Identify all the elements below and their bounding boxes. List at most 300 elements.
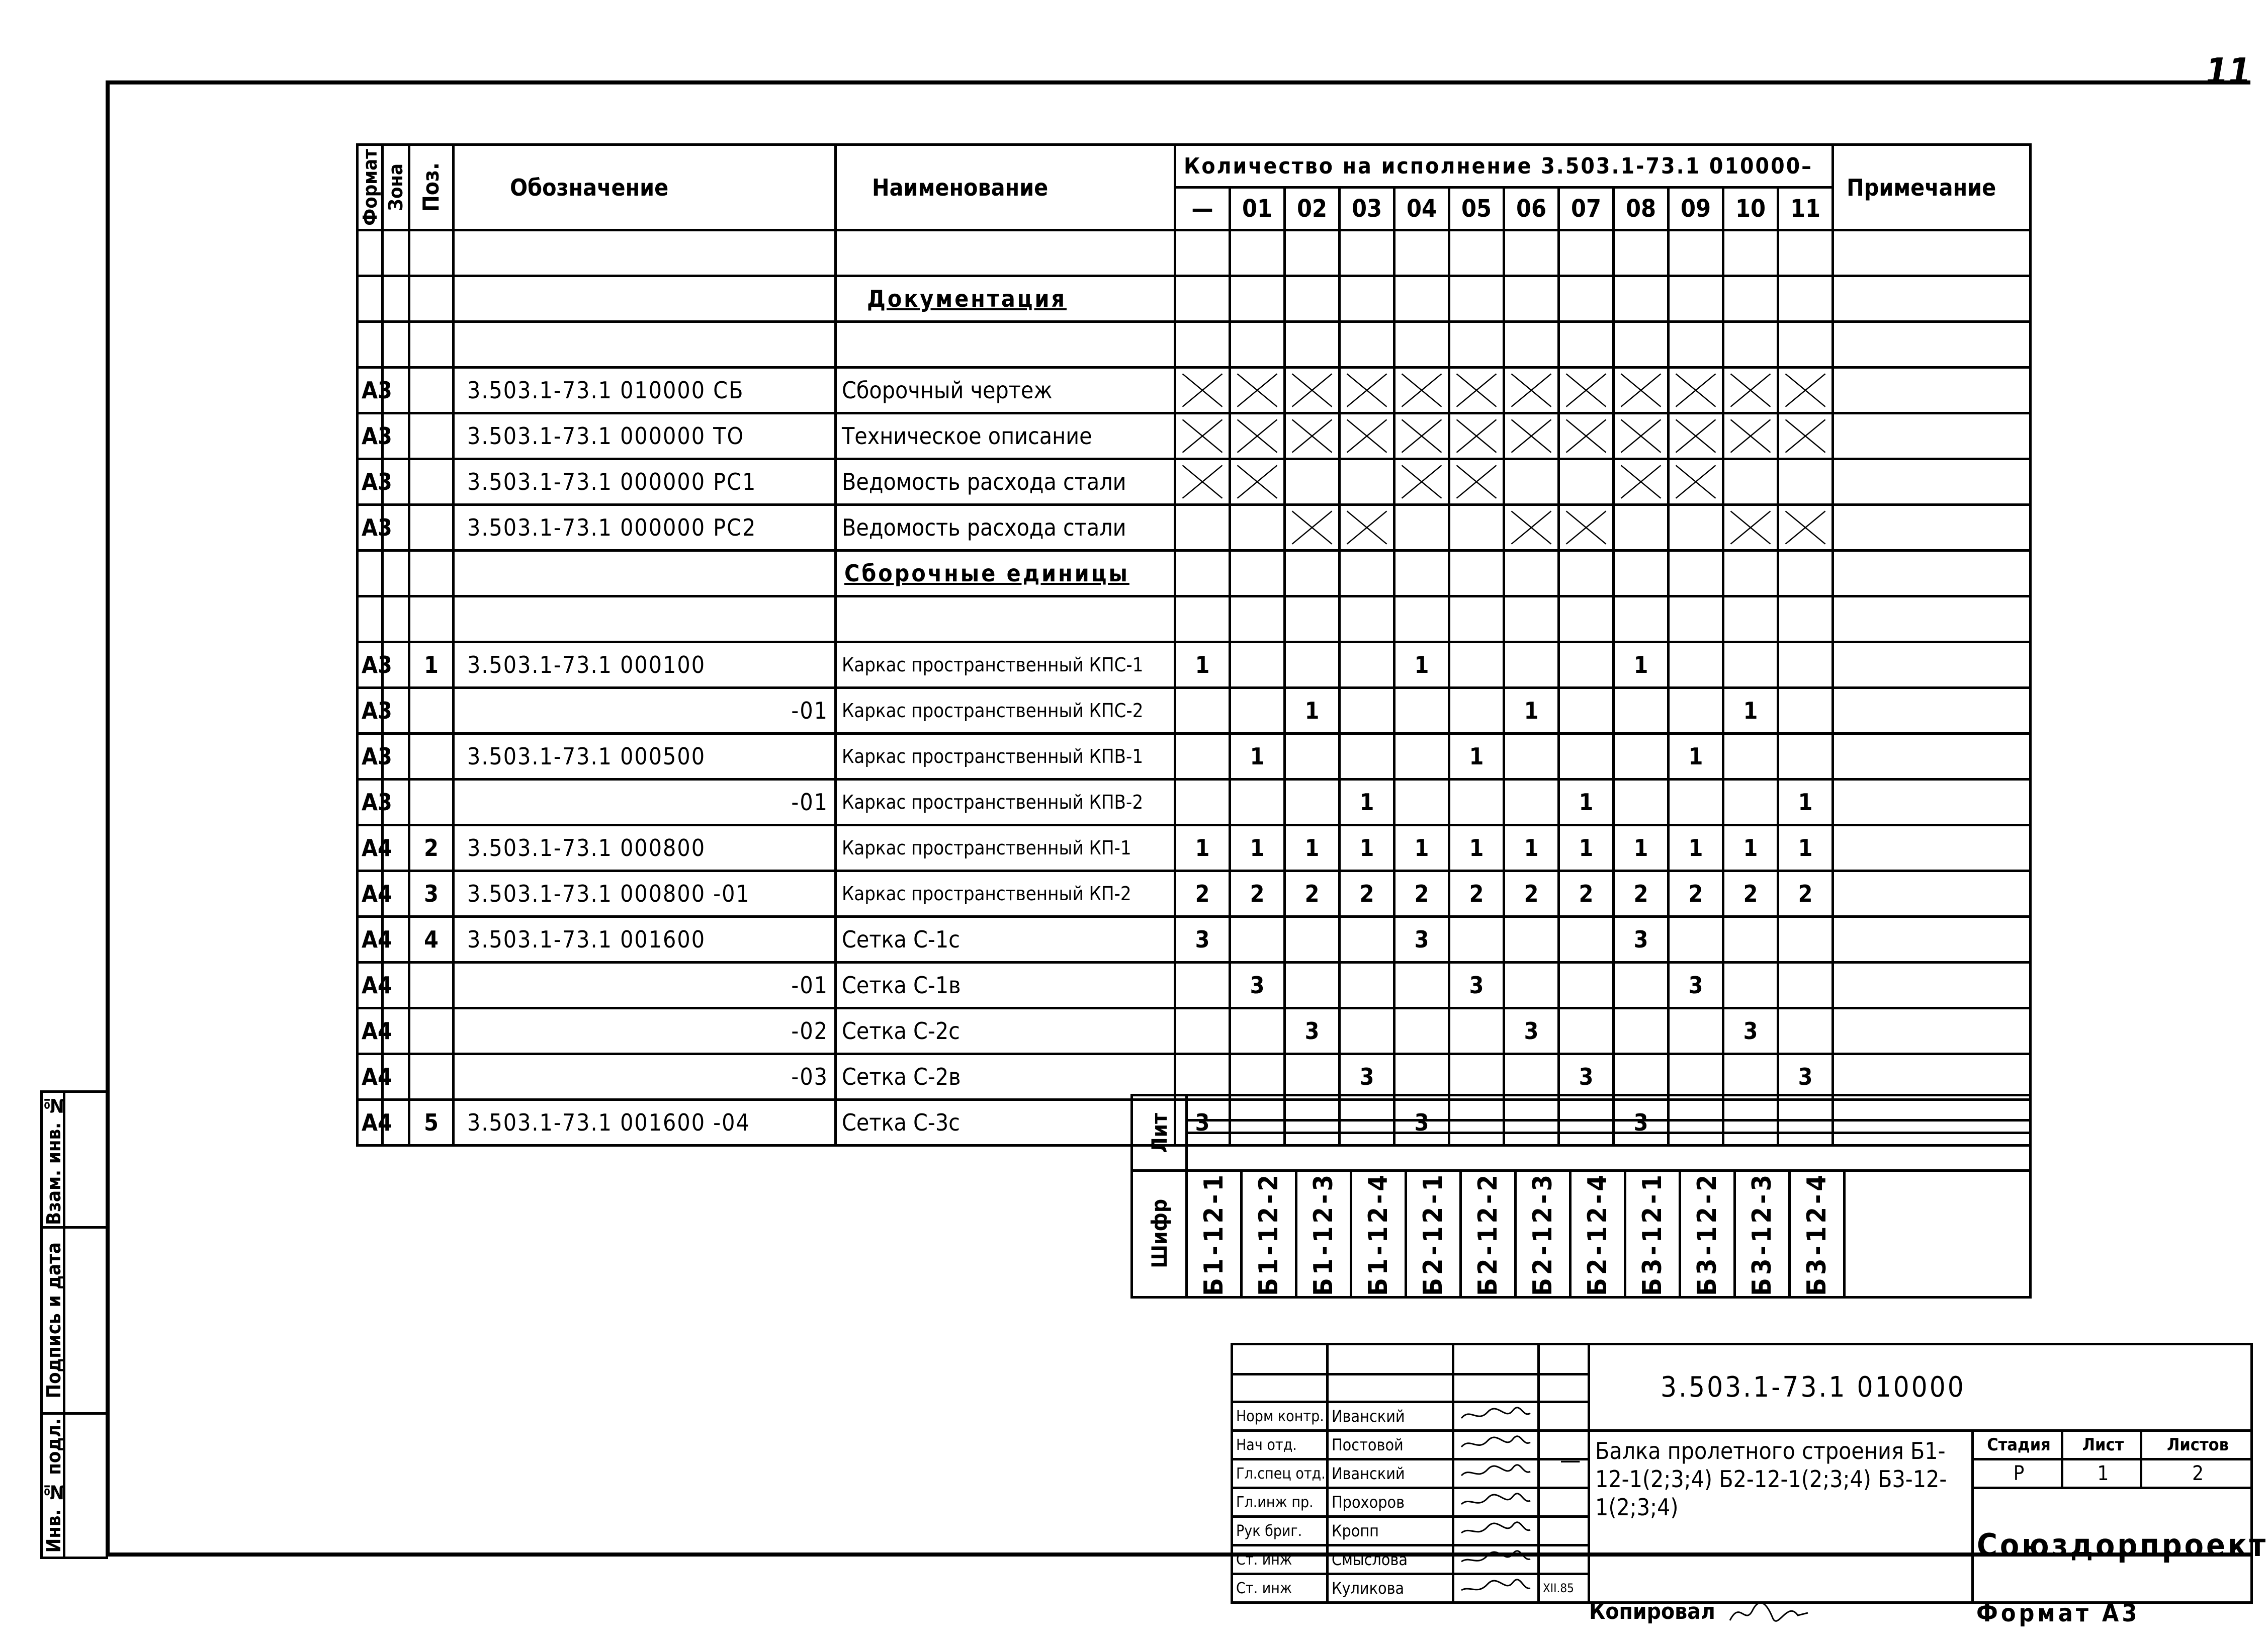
note-cell <box>1833 734 2031 780</box>
quantity-cell <box>1449 1008 1504 1054</box>
quantity-cell <box>1723 459 1778 505</box>
crossed-cell <box>1614 368 1669 413</box>
cipher-code: Б2-12-2 <box>1461 1171 1516 1298</box>
quantity-cell <box>1778 963 1833 1008</box>
quantity-cell <box>1175 963 1230 1008</box>
cipher-code: Б2-12-1 <box>1406 1171 1461 1298</box>
quantity-cell <box>1394 963 1449 1008</box>
variant-header-1: 01 <box>1230 188 1285 230</box>
position-cell <box>409 1054 454 1100</box>
date-cell: XII.85 <box>1539 1574 1589 1603</box>
quantity-cell: 3 <box>1394 917 1449 963</box>
organization-name: Союздорпроект <box>1973 1488 2252 1603</box>
crossed-cell <box>1559 368 1614 413</box>
quantity-cell: 1 <box>1449 825 1504 871</box>
quantity-cell <box>1778 642 1833 688</box>
quantity-cell: 1 <box>1614 825 1669 871</box>
table-row <box>358 688 2031 734</box>
crossed-cell <box>1340 413 1394 459</box>
designation-cell: 3.503.1-73.1 000800 -01 <box>454 871 836 917</box>
table-row <box>358 1054 2031 1100</box>
quantity-cell: 1 <box>1285 825 1340 871</box>
quantity-cell <box>1778 1008 1833 1054</box>
lit-label: Лит <box>1132 1095 1187 1171</box>
quantity-cell <box>1504 963 1559 1008</box>
cipher-code: Б3-12-2 <box>1680 1171 1735 1298</box>
pos-header: Поз. <box>409 145 454 230</box>
quantity-cell <box>1778 917 1833 963</box>
document-code: 3.503.1-73.1 010000 <box>1589 1344 2252 1431</box>
quantity-cell <box>1614 688 1669 734</box>
name-cell: Каркас пространственный КП-2 <box>836 871 1175 917</box>
page-number: 11 <box>2205 50 2251 93</box>
name-header: Наименование <box>836 145 1175 230</box>
name-cell: Техническое описание <box>836 413 1175 459</box>
quantity-cell: 1 <box>1230 734 1285 780</box>
position-cell <box>409 368 454 413</box>
designation-cell: 3.503.1-73.1 000000 РС1 <box>454 459 836 505</box>
format-cell: А4 <box>358 963 383 1008</box>
quantity-cell <box>1285 963 1340 1008</box>
quantity-cell: 3 <box>1340 1054 1394 1100</box>
quantity-cell <box>1394 1054 1449 1100</box>
signature-cell <box>1453 1488 1539 1517</box>
role-cell: Ст. инж <box>1232 1545 1328 1574</box>
table-row <box>358 734 2031 780</box>
stage-value: Р <box>1973 1459 2062 1488</box>
quantity-cell: 1 <box>1340 780 1394 825</box>
quantity-cell: 1 <box>1669 825 1723 871</box>
quantity-cell <box>1614 780 1669 825</box>
designation-cell: -01 <box>454 688 836 734</box>
role-cell: Норм контр. <box>1232 1402 1328 1431</box>
empty-row <box>358 230 2031 276</box>
crossed-cell <box>1504 505 1559 551</box>
format-cell: А3 <box>358 688 383 734</box>
specification-table <box>356 143 2032 1147</box>
designation-cell: -01 <box>454 963 836 1008</box>
crossed-cell <box>1723 368 1778 413</box>
position-cell <box>409 734 454 780</box>
format-cell: А4 <box>358 1100 383 1146</box>
format-cell: А3 <box>358 642 383 688</box>
crossed-cell <box>1230 368 1285 413</box>
quantity-cell <box>1285 917 1340 963</box>
crossed-cell <box>1340 368 1394 413</box>
crossed-cell <box>1778 505 1833 551</box>
quantity-cell <box>1723 734 1778 780</box>
designation-cell: 3.503.1-73.1 000100 <box>454 642 836 688</box>
role-cell: Гл.спец отд. <box>1232 1459 1328 1488</box>
quantity-cell <box>1449 505 1504 551</box>
position-cell: 4 <box>409 917 454 963</box>
quantity-cell: 3 <box>1559 1054 1614 1100</box>
section-row <box>358 551 2031 596</box>
signature-row <box>1232 1431 2252 1459</box>
crossed-cell <box>1669 459 1723 505</box>
variant-header-9: 09 <box>1669 188 1723 230</box>
quantity-cell: 2 <box>1559 871 1614 917</box>
variant-header-8: 08 <box>1614 188 1669 230</box>
cipher-code: Б1-12-4 <box>1351 1171 1406 1298</box>
position-cell <box>409 780 454 825</box>
crossed-cell <box>1449 368 1504 413</box>
quantity-cell: 1 <box>1559 780 1614 825</box>
crossed-cell <box>1669 413 1723 459</box>
quantity-cell <box>1175 1054 1230 1100</box>
position-cell <box>409 413 454 459</box>
quantity-cell: 3 <box>1614 917 1669 963</box>
note-cell <box>1833 368 2031 413</box>
quantity-cell <box>1394 780 1449 825</box>
side-stamp <box>40 1090 106 1557</box>
title-block <box>1231 1343 2268 1604</box>
designation-cell: -02 <box>454 1008 836 1054</box>
crossed-cell <box>1504 368 1559 413</box>
quantity-cell: 1 <box>1614 642 1669 688</box>
variant-header-2: 02 <box>1285 188 1340 230</box>
shifr-label: Шифр <box>1132 1171 1187 1298</box>
section-title: Документация <box>836 276 1175 322</box>
quantity-cell <box>1230 780 1285 825</box>
signature-cell <box>1453 1574 1539 1603</box>
quantity-cell: 1 <box>1394 642 1449 688</box>
date-cell <box>1539 1545 1589 1574</box>
quantity-cell <box>1614 505 1669 551</box>
cipher-code: Б3-12-3 <box>1735 1171 1790 1298</box>
format-cell: А3 <box>358 459 383 505</box>
quantity-cell: 1 <box>1175 825 1230 871</box>
quantity-cell: 1 <box>1723 825 1778 871</box>
cipher-code: Б3-12-1 <box>1625 1171 1680 1298</box>
signature-cell <box>1453 1402 1539 1431</box>
quantity-cell <box>1559 642 1614 688</box>
quantity-cell <box>1449 688 1504 734</box>
quantity-cell <box>1230 505 1285 551</box>
note-cell <box>1833 963 2031 1008</box>
section-title: Сборочные единицы <box>836 551 1175 596</box>
quantity-cell <box>1723 917 1778 963</box>
quantity-cell: 3 <box>1723 1008 1778 1054</box>
table-row <box>358 780 2031 825</box>
name-cell: Каркас пространственный КП-1 <box>836 825 1175 871</box>
quantity-cell <box>1559 688 1614 734</box>
name-cell: Сетка С-3с <box>836 1100 1175 1146</box>
name-cell: Сетка С-2с <box>836 1008 1175 1054</box>
replaced-inv-label: Взам. инв. № <box>42 1092 64 1228</box>
note-cell <box>1833 459 2031 505</box>
quantity-cell <box>1669 688 1723 734</box>
format-header: Формат <box>358 145 383 230</box>
name-cell: Ведомость расхода стали <box>836 459 1175 505</box>
format-cell: А3 <box>358 780 383 825</box>
quantity-cell <box>1504 642 1559 688</box>
quantity-cell <box>1778 734 1833 780</box>
format-cell: А4 <box>358 1008 383 1054</box>
quantity-cell <box>1614 963 1669 1008</box>
position-cell: 2 <box>409 825 454 871</box>
quantity-cell <box>1778 688 1833 734</box>
role-cell: Ст. инж <box>1232 1574 1328 1603</box>
format-cell: А4 <box>358 1054 383 1100</box>
quantity-cell: 1 <box>1285 688 1340 734</box>
quantity-cell <box>1230 642 1285 688</box>
variant-header-10: 10 <box>1723 188 1778 230</box>
person-cell: Постовой <box>1328 1431 1453 1459</box>
quantity-cell <box>1340 642 1394 688</box>
crossed-cell <box>1285 368 1340 413</box>
format-cell: А4 <box>358 871 383 917</box>
quantity-cell <box>1559 917 1614 963</box>
quantity-cell <box>1449 642 1504 688</box>
quantity-cell <box>1230 1054 1285 1100</box>
crossed-cell <box>1449 459 1504 505</box>
role-cell: Нач отд. <box>1232 1431 1328 1459</box>
quantity-cell: 1 <box>1559 825 1614 871</box>
quantity-cell <box>1394 1008 1449 1054</box>
quantity-cell: 3 <box>1669 963 1723 1008</box>
note-cell <box>1833 1008 2031 1054</box>
crossed-cell <box>1394 413 1449 459</box>
crossed-cell <box>1723 413 1778 459</box>
role-cell: Гл.инж пр. <box>1232 1488 1328 1517</box>
note-header: Примечание <box>1833 145 2031 230</box>
table-row <box>358 825 2031 871</box>
quantity-cell: 1 <box>1723 688 1778 734</box>
quantity-cell <box>1340 1008 1394 1054</box>
quantity-cell <box>1230 1008 1285 1054</box>
quantity-cell <box>1175 1008 1230 1054</box>
quantity-cell <box>1669 642 1723 688</box>
sheet-value: 1 <box>2062 1459 2141 1488</box>
cipher-code: Б1-12-1 <box>1187 1171 1242 1298</box>
name-cell: Каркас пространственный КПС-2 <box>836 688 1175 734</box>
note-cell <box>1833 871 2031 917</box>
crossed-cell <box>1559 505 1614 551</box>
quantity-cell <box>1723 780 1778 825</box>
zone-header: Зона <box>383 145 409 230</box>
designation-cell: 3.503.1-73.1 000500 <box>454 734 836 780</box>
person-cell: Куликова <box>1328 1574 1453 1603</box>
quantity-cell: 1 <box>1449 734 1504 780</box>
quantity-cell: 1 <box>1230 825 1285 871</box>
variant-header-3: 03 <box>1340 188 1394 230</box>
crossed-cell <box>1723 505 1778 551</box>
quantity-cell <box>1285 780 1340 825</box>
copied-by: Копировал <box>1589 1595 1813 1630</box>
quantity-cell: 3 <box>1504 1008 1559 1054</box>
quantity-cell <box>1669 917 1723 963</box>
designation-cell: -01 <box>454 780 836 825</box>
date-cell <box>1539 1402 1589 1431</box>
table-row <box>358 459 2031 505</box>
designation-header: Обозначение <box>454 145 836 230</box>
quantity-cell: 2 <box>1504 871 1559 917</box>
note-cell <box>1833 780 2031 825</box>
quantity-cell: 2 <box>1449 871 1504 917</box>
quantity-cell: 1 <box>1669 734 1723 780</box>
quantity-cell <box>1230 917 1285 963</box>
position-cell <box>409 963 454 1008</box>
note-cell <box>1833 505 2031 551</box>
sheets-label: Листов <box>2141 1431 2252 1459</box>
section-row <box>358 276 2031 322</box>
format-cell: А3 <box>358 413 383 459</box>
designation-cell: 3.503.1-73.1 001600 -04 <box>454 1100 836 1146</box>
designation-cell: -03 <box>454 1054 836 1100</box>
person-cell: Иванский <box>1328 1402 1453 1431</box>
designation-cell: 3.503.1-73.1 000800 <box>454 825 836 871</box>
quantity-header: Количество на исполнение 3.503.1-73.1 010000– <box>1175 145 1833 188</box>
name-cell: Сетка С-1с <box>836 917 1175 963</box>
sheets-value: 2 <box>2141 1459 2252 1488</box>
note-cell <box>1833 825 2031 871</box>
name-cell: Сетка С-1в <box>836 963 1175 1008</box>
quantity-cell: 3 <box>1175 917 1230 963</box>
name-cell: Каркас пространственный КПВ-2 <box>836 780 1175 825</box>
position-cell <box>409 505 454 551</box>
designation-cell: 3.503.1-73.1 000000 ТО <box>454 413 836 459</box>
empty-row <box>358 596 2031 642</box>
crossed-cell <box>1175 413 1230 459</box>
crossed-cell <box>1504 413 1559 459</box>
table-row <box>358 1008 2031 1054</box>
table-row <box>358 368 2031 413</box>
position-cell: 5 <box>409 1100 454 1146</box>
cipher-code: Б2-12-4 <box>1571 1171 1625 1298</box>
variant-header-11: 11 <box>1778 188 1833 230</box>
quantity-cell: 2 <box>1614 871 1669 917</box>
position-cell: 3 <box>409 871 454 917</box>
quantity-cell: 3 <box>1230 963 1285 1008</box>
quantity-cell <box>1723 642 1778 688</box>
crossed-cell <box>1614 459 1669 505</box>
quantity-cell <box>1285 734 1340 780</box>
variant-header-4: 04 <box>1394 188 1449 230</box>
person-cell: Иванский <box>1328 1459 1453 1488</box>
quantity-cell <box>1394 505 1449 551</box>
copier-signature <box>1722 1595 1813 1630</box>
quantity-cell: 2 <box>1285 871 1340 917</box>
table-row <box>358 963 2031 1008</box>
quantity-cell: 2 <box>1778 871 1833 917</box>
quantity-cell <box>1340 963 1394 1008</box>
format-cell: А3 <box>358 368 383 413</box>
quantity-cell <box>1504 734 1559 780</box>
position-cell: 1 <box>409 642 454 688</box>
signature-cell <box>1453 1459 1539 1488</box>
quantity-cell: 3 <box>1614 1100 1669 1146</box>
quantity-cell: 3 <box>1449 963 1504 1008</box>
note-cell <box>1833 688 2031 734</box>
quantity-cell <box>1285 642 1340 688</box>
quantity-cell <box>1394 688 1449 734</box>
table-row <box>358 505 2031 551</box>
format-cell: А3 <box>358 734 383 780</box>
inv-orig-label: Инв. № подл. <box>42 1414 64 1558</box>
person-cell: Кропп <box>1328 1517 1453 1545</box>
name-cell: Каркас пространственный КПС-1 <box>836 642 1175 688</box>
quantity-cell <box>1340 917 1394 963</box>
table-row <box>358 642 2031 688</box>
crossed-cell <box>1285 413 1340 459</box>
crossed-cell <box>1669 368 1723 413</box>
position-cell <box>409 459 454 505</box>
quantity-cell <box>1669 1008 1723 1054</box>
variant-header-0: — <box>1175 188 1230 230</box>
quantity-cell: 1 <box>1778 780 1833 825</box>
quantity-cell <box>1669 780 1723 825</box>
quantity-cell <box>1504 459 1559 505</box>
note-cell <box>1833 1054 2031 1100</box>
quantity-cell: 3 <box>1175 1100 1230 1146</box>
crossed-cell <box>1230 459 1285 505</box>
designation-cell: 3.503.1-73.1 010000 СБ <box>454 368 836 413</box>
quantity-cell <box>1340 688 1394 734</box>
signature-cell <box>1453 1517 1539 1545</box>
table-row <box>358 413 2031 459</box>
cipher-code: Б1-12-3 <box>1296 1171 1351 1298</box>
quantity-cell <box>1559 459 1614 505</box>
quantity-cell: 2 <box>1394 871 1449 917</box>
crossed-cell <box>1614 413 1669 459</box>
position-cell <box>409 1008 454 1054</box>
sign-date-label: Подпись и дата <box>42 1228 64 1414</box>
quantity-cell: 1 <box>1394 825 1449 871</box>
quantity-cell <box>1504 917 1559 963</box>
quantity-cell <box>1449 1054 1504 1100</box>
format-cell: А3 <box>358 505 383 551</box>
variant-header-7: 07 <box>1559 188 1614 230</box>
quantity-cell <box>1614 1008 1669 1054</box>
designation-cell: 3.503.1-73.1 001600 <box>454 917 836 963</box>
quantity-cell <box>1669 505 1723 551</box>
cipher-code: Б3-12-4 <box>1790 1171 1845 1298</box>
quantity-cell <box>1614 734 1669 780</box>
quantity-cell: 1 <box>1778 825 1833 871</box>
quantity-cell <box>1559 1008 1614 1054</box>
empty-row <box>358 322 2031 368</box>
quantity-cell: 2 <box>1230 871 1285 917</box>
quantity-cell: 1 <box>1504 825 1559 871</box>
quantity-cell <box>1340 734 1394 780</box>
quantity-cell <box>1175 688 1230 734</box>
crossed-cell <box>1394 368 1449 413</box>
quantity-cell <box>1175 734 1230 780</box>
crossed-cell <box>1175 368 1230 413</box>
name-cell: Ведомость расхода стали <box>836 505 1175 551</box>
signature-cell <box>1453 1431 1539 1459</box>
note-cell <box>1833 642 2031 688</box>
quantity-cell: 1 <box>1504 688 1559 734</box>
quantity-cell: 3 <box>1394 1100 1449 1146</box>
quantity-cell <box>1559 963 1614 1008</box>
quantity-cell <box>1449 917 1504 963</box>
person-cell: Смыслова <box>1328 1545 1453 1574</box>
crossed-cell <box>1285 505 1340 551</box>
quantity-cell <box>1175 780 1230 825</box>
quantity-cell: 3 <box>1778 1054 1833 1100</box>
quantity-cell <box>1230 688 1285 734</box>
position-cell <box>409 688 454 734</box>
crossed-cell <box>1559 413 1614 459</box>
note-cell <box>1833 917 2031 963</box>
quantity-cell <box>1778 459 1833 505</box>
table-row <box>358 871 2031 917</box>
quantity-cell: 1 <box>1340 825 1394 871</box>
crossed-cell <box>1230 413 1285 459</box>
note-cell <box>1833 413 2031 459</box>
